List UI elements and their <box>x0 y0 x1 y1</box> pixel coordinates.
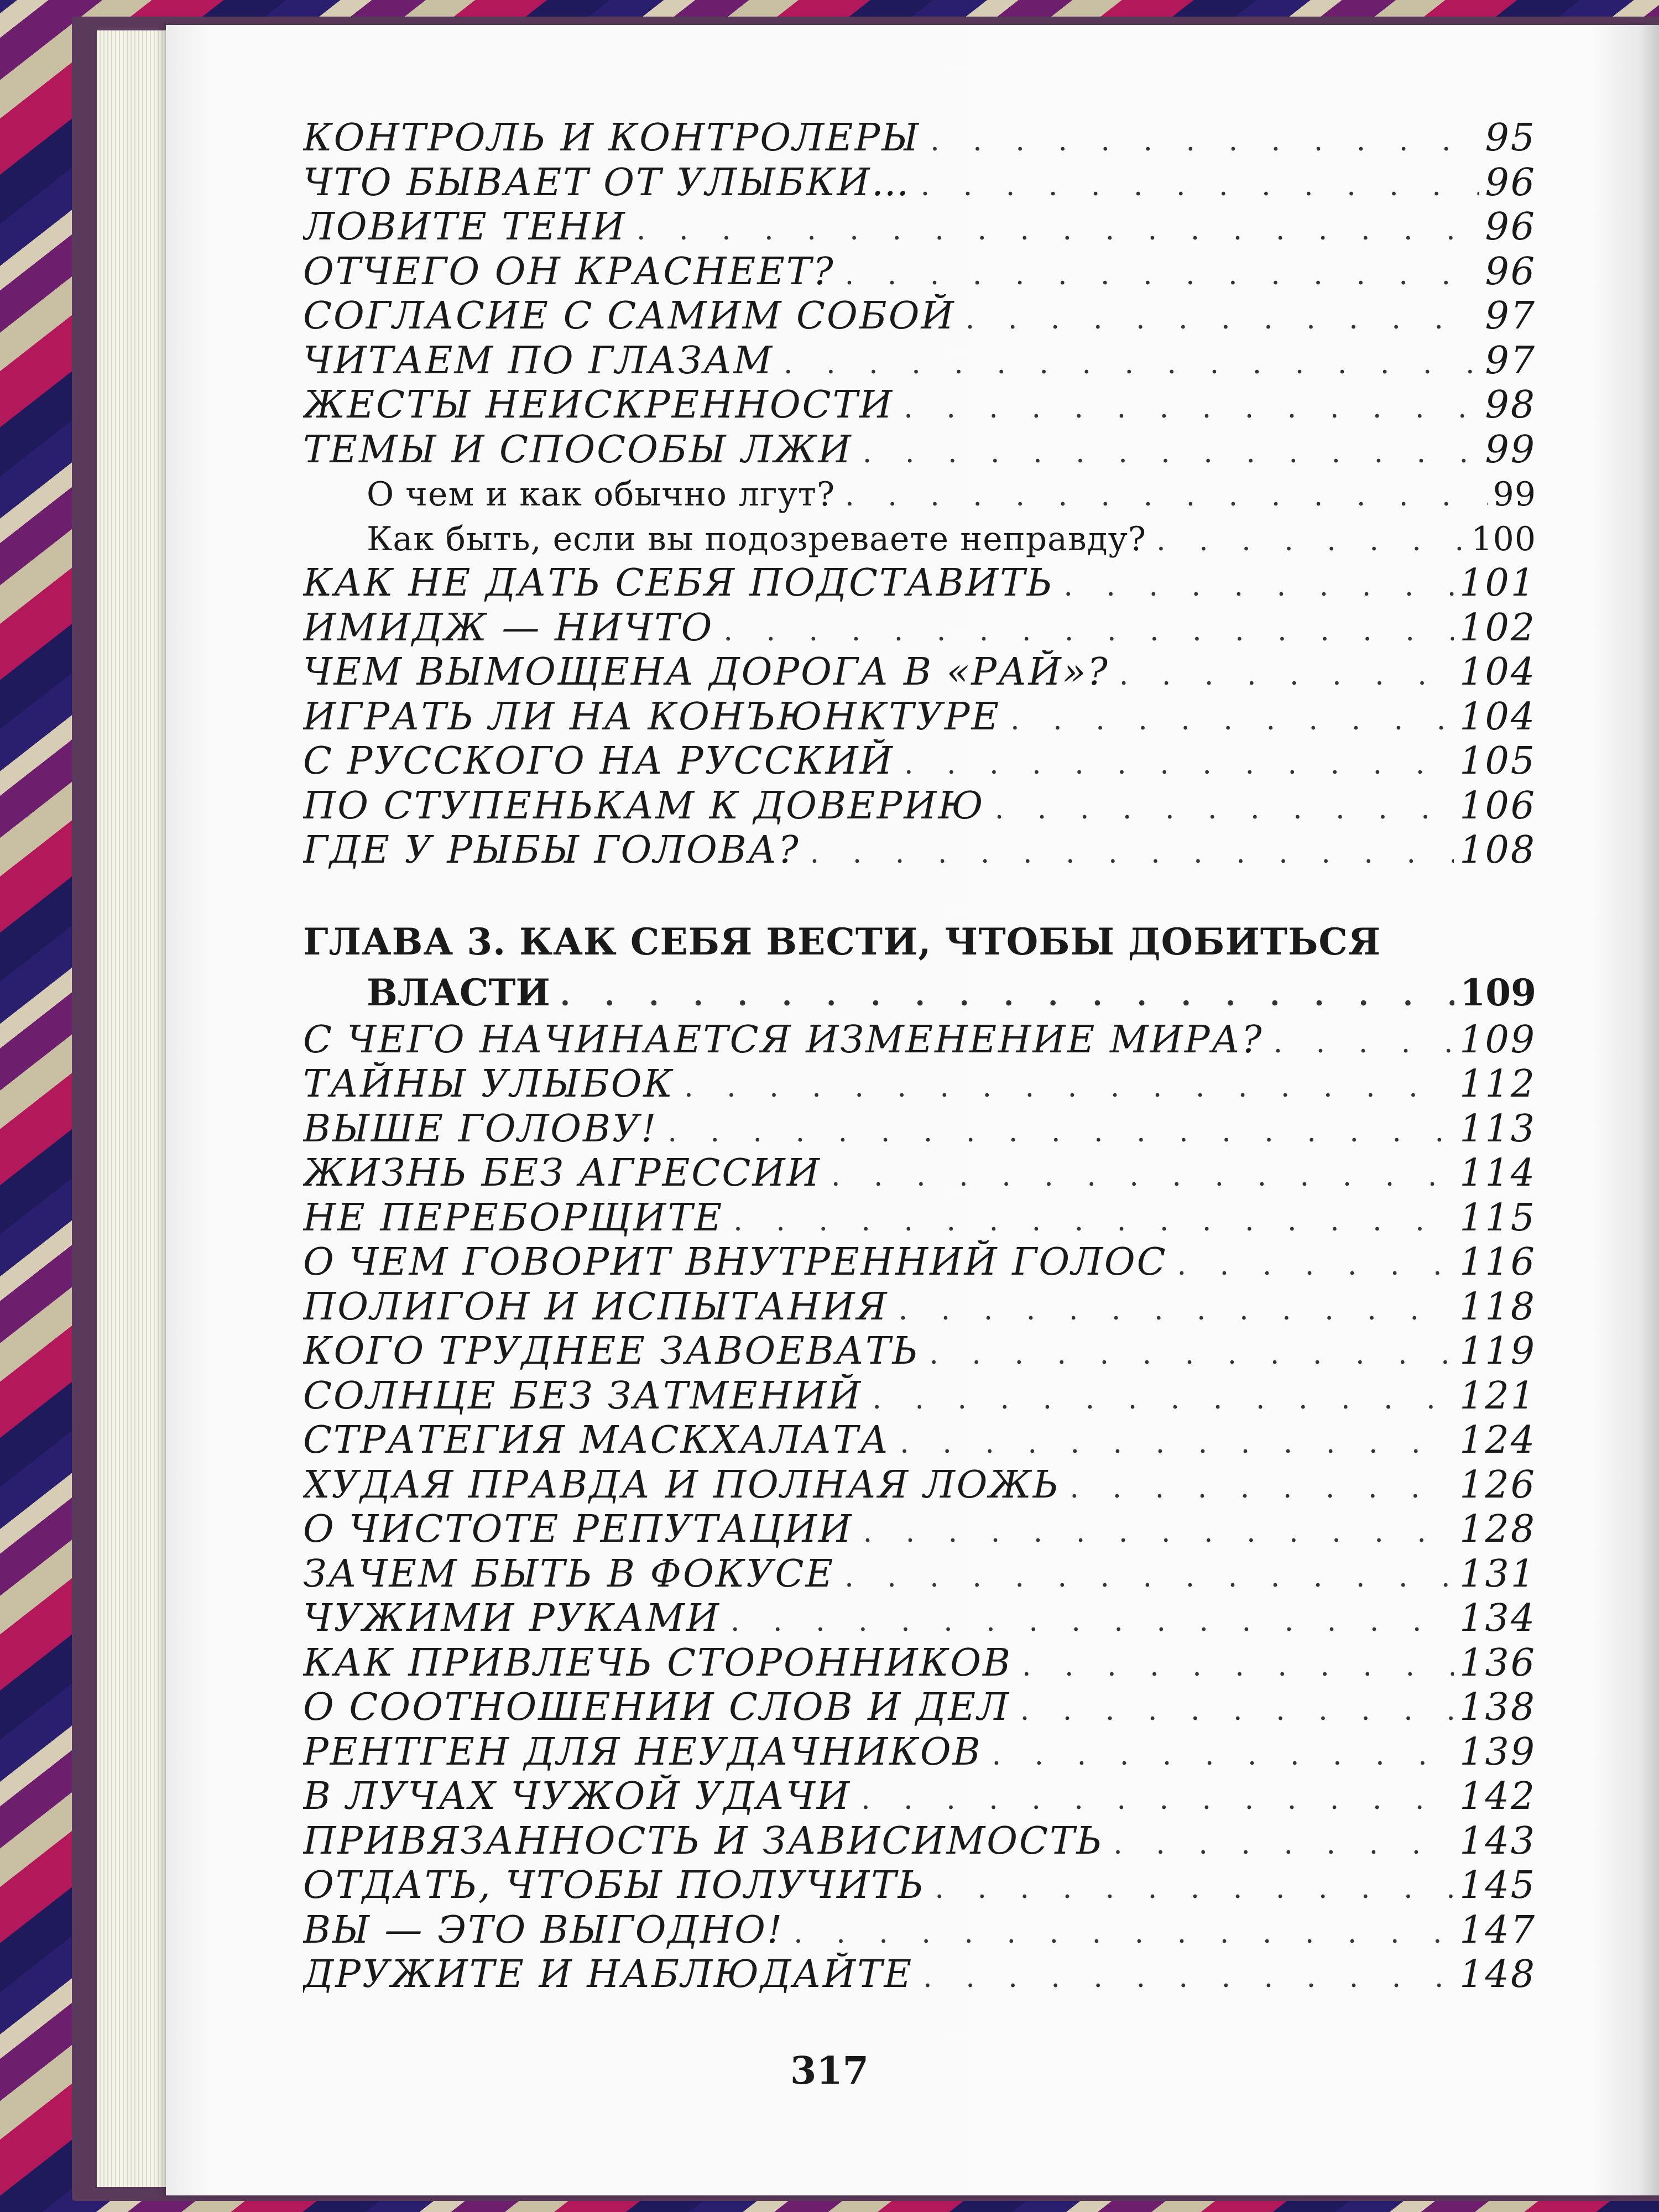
toc-entry[interactable] <box>303 1908 1536 1953</box>
toc-entry-title: ОТЧЕГО ОН КРАСНЕЕТ? <box>303 249 835 294</box>
leader-dots <box>1103 1822 1454 1864</box>
toc-entry-page: 105 <box>1459 739 1536 783</box>
toc-entry-page: 147 <box>1459 1908 1536 1952</box>
toc-entry[interactable] <box>303 250 1536 295</box>
leader-dots <box>723 1199 1454 1241</box>
toc-entry-title: КАК НЕ ДАТЬ СЕБЯ ПОДСТАВИТЬ <box>303 561 1054 605</box>
toc-entry-page: 96 <box>1485 160 1536 205</box>
toc-entry-title: ПОЛИГОН И ИСПЫТАНИЯ <box>303 1285 889 1329</box>
toc-entry-title: СОЛНЦЕ БЕЗ ЗАТМЕНИЙ <box>303 1374 863 1418</box>
toc-entry-page: 108 <box>1459 828 1536 872</box>
leader-dots <box>890 1421 1454 1463</box>
leader-dots <box>721 1599 1454 1641</box>
toc-entry-page: 96 <box>1485 249 1536 294</box>
leader-dots <box>894 386 1479 428</box>
leader-dots <box>550 971 1454 1018</box>
toc-entry-title: ЛОВИТЕ ТЕНИ <box>303 205 627 249</box>
leader-dots <box>956 297 1480 339</box>
toc-entry[interactable] <box>303 1062 1536 1107</box>
toc-entry[interactable] <box>303 1374 1536 1419</box>
leader-dots <box>784 1911 1454 1953</box>
leader-dots <box>658 1110 1454 1152</box>
toc-entry[interactable] <box>303 116 1536 161</box>
leader-dots <box>982 1733 1454 1775</box>
toc-entry[interactable] <box>303 1418 1536 1463</box>
leader-dots <box>853 1510 1454 1552</box>
toc-entry-page: 134 <box>1459 1597 1536 1640</box>
toc-entry[interactable] <box>303 294 1536 339</box>
toc-entry-title: ОТДАТЬ, ЧТОБЫ ПОЛУЧИТЬ <box>303 1864 925 1907</box>
leader-dots <box>1000 698 1454 740</box>
toc-entry-page: 96 <box>1485 205 1536 249</box>
toc-entry-title: ПРИВЯЗАННОСТЬ И ЗАВИСИМОСТЬ <box>303 1819 1104 1863</box>
chapter-heading-line2: ВЛАСТИ <box>367 971 550 1014</box>
toc-entry-page: 114 <box>1459 1151 1536 1195</box>
toc-entry-page: 98 <box>1485 383 1536 427</box>
toc-entry[interactable] <box>303 339 1536 384</box>
toc-entry[interactable] <box>303 1196 1536 1241</box>
chapter-page: 109 <box>1460 971 1536 1014</box>
toc-entry-page: 148 <box>1459 1953 1536 1996</box>
toc-entry-page: 115 <box>1459 1196 1536 1240</box>
toc-entry-page: 124 <box>1459 1418 1536 1462</box>
leader-dots <box>925 1866 1454 1908</box>
toc-entry-page: 128 <box>1459 1507 1536 1551</box>
leader-dots <box>920 119 1479 161</box>
toc-entry-page: 97 <box>1485 294 1536 338</box>
toc-entry-page: 139 <box>1459 1730 1536 1774</box>
toc-entry[interactable] <box>303 695 1536 740</box>
toc-subentry[interactable] <box>303 472 1536 517</box>
toc-entry[interactable] <box>303 1463 1536 1508</box>
toc-entry[interactable] <box>303 1775 1536 1819</box>
toc-entry[interactable] <box>303 205 1536 250</box>
toc-entry[interactable] <box>303 1329 1536 1374</box>
leader-dots <box>1012 1644 1454 1686</box>
toc-entry-title: ДРУЖИТЕ И НАБЛЮДАЙТЕ <box>303 1953 914 1996</box>
leader-dots <box>1109 653 1454 695</box>
page-number: 317 <box>790 2049 869 2093</box>
leader-dots <box>853 431 1480 473</box>
leader-dots <box>1167 1243 1454 1285</box>
toc-entry[interactable] <box>303 161 1536 206</box>
leader-dots <box>919 1332 1454 1374</box>
toc-entry-page: 118 <box>1459 1285 1536 1329</box>
leader-dots <box>1010 1688 1454 1730</box>
leader-dots <box>1060 1466 1454 1508</box>
toc-entry[interactable] <box>303 1864 1536 1908</box>
leader-dots <box>774 342 1479 384</box>
chapter-heading[interactable]: ГЛАВА 3. КАК СЕБЯ ВЕСТИ, ЧТОБЫ ДОБИТЬСЯ <box>303 920 1381 963</box>
leader-dots <box>674 1065 1454 1107</box>
toc-entry[interactable] <box>303 1285 1536 1330</box>
toc-entry-page: 116 <box>1459 1240 1536 1284</box>
toc-entry-page: 101 <box>1459 561 1536 605</box>
toc-entry-title: ВЫШЕ ГОЛОВУ! <box>303 1107 658 1151</box>
toc-entry-title: ЧИТАЕМ ПО ГЛАЗАМ <box>303 338 774 383</box>
toc-entry-page: 106 <box>1459 784 1536 828</box>
toc-entry-title: ТАЙНЫ УЛЫБОК <box>303 1062 675 1106</box>
toc-entry-title: ЧУЖИМИ РУКАМИ <box>303 1597 721 1640</box>
toc-entry[interactable] <box>303 1507 1536 1552</box>
toc-entry-page: 121 <box>1459 1374 1536 1418</box>
table-of-contents <box>303 116 1536 1997</box>
toc-entry[interactable] <box>303 428 1536 473</box>
leader-dots <box>913 1955 1454 1997</box>
toc-entry-page: 99 <box>1485 427 1536 472</box>
leader-dots <box>835 253 1480 295</box>
toc-entry-title: КАК ПРИВЛЕЧЬ СТОРОННИКОВ <box>303 1641 1012 1685</box>
toc-entry[interactable] <box>303 828 1536 873</box>
toc-entry-title: РЕНТГЕН ДЛЯ НЕУДАЧНИКОВ <box>303 1730 982 1774</box>
toc-entry-title: СОГЛАСИЕ С САМИМ СОБОЙ <box>303 294 956 338</box>
toc-entry-page: 119 <box>1459 1329 1536 1373</box>
toc-entry-page: 104 <box>1459 650 1536 694</box>
leader-dots <box>713 609 1454 651</box>
toc-entry-title: ТЕМЫ И СПОСОБЫ ЛЖИ <box>303 427 853 472</box>
toc-subentry-title: О чем и как обычно лгут? <box>367 475 836 514</box>
leader-dots <box>911 164 1480 206</box>
toc-entry[interactable] <box>303 1641 1536 1686</box>
toc-entry[interactable] <box>303 1018 1536 1063</box>
toc-chapter-entries <box>303 1018 1536 1997</box>
toc-subsections <box>303 472 1536 561</box>
toc-entry-title: ИГРАТЬ ЛИ НА КОНЪЮНКТУРЕ <box>303 695 1001 739</box>
leader-dots <box>985 787 1454 829</box>
toc-entry[interactable] <box>303 1240 1536 1285</box>
toc-entry-page: 126 <box>1459 1463 1536 1507</box>
toc-entry-title: ПО СТУПЕНЬКАМ К ДОВЕРИЮ <box>303 784 985 828</box>
leader-dots <box>627 208 1480 250</box>
leader-dots <box>1053 564 1454 606</box>
toc-entry-page: 145 <box>1459 1864 1536 1907</box>
toc-entry[interactable] <box>303 1686 1536 1730</box>
toc-entry-title: ХУДАЯ ПРАВДА И ПОЛНАЯ ЛОЖЬ <box>303 1463 1060 1507</box>
toc-entry-page: 113 <box>1459 1107 1536 1151</box>
toc-entry-page: 95 <box>1485 116 1536 160</box>
toc-entry[interactable] <box>303 561 1536 606</box>
toc-entry-page: 131 <box>1459 1552 1536 1596</box>
leader-dots <box>821 1154 1454 1196</box>
toc-subentry-page: 100 <box>1471 519 1536 559</box>
leader-dots <box>851 1777 1454 1819</box>
toc-entry-title: В ЛУЧАХ ЧУЖОЙ УДАЧИ <box>303 1775 852 1818</box>
toc-entry[interactable] <box>303 1151 1536 1196</box>
toc-entry-page: 97 <box>1485 338 1536 383</box>
toc-entry-page: 138 <box>1459 1686 1536 1729</box>
toc-entry-title: ЗАЧЕМ БЫТЬ В ФОКУСЕ <box>303 1552 835 1596</box>
toc-entry-page: 112 <box>1459 1062 1536 1106</box>
toc-entry-title: С РУССКОГО НА РУССКИЙ <box>303 739 894 783</box>
toc-entry-title: КОНТРОЛЬ И КОНТРОЛЕРЫ <box>303 116 921 160</box>
leader-dots <box>800 831 1454 873</box>
toc-entry-title: СТРАТЕГИЯ МАСКХАЛАТА <box>303 1418 890 1462</box>
toc-entry-title: О СООТНОШЕНИИ СЛОВ И ДЕЛ <box>303 1686 1010 1729</box>
toc-entry-title: ЧЕМ ВЫМОЩЕНА ДОРОГА В «РАЙ»? <box>303 650 1109 694</box>
toc-entry-title: ЖЕСТЫ НЕИСКРЕННОСТИ <box>303 383 894 427</box>
toc-entry-page: 104 <box>1459 695 1536 739</box>
toc-section-one <box>303 116 1536 472</box>
toc-entry-title: ИМИДЖ — НИЧТО <box>303 606 714 650</box>
leader-dots <box>862 1377 1454 1419</box>
toc-entry-title: ВЫ — ЭТО ВЫГОДНО! <box>303 1908 784 1952</box>
page-curl-shading <box>1593 25 1659 2195</box>
toc-entry-title: НЕ ПЕРЕБОРЩИТЕ <box>303 1196 724 1240</box>
toc-entry[interactable] <box>303 1597 1536 1641</box>
leader-dots <box>1264 1021 1454 1063</box>
toc-entry-title: С ЧЕГО НАЧИНАЕТСЯ ИЗМЕНЕНИЕ МИРА? <box>303 1018 1264 1062</box>
toc-entry[interactable] <box>303 1107 1536 1152</box>
toc-subentry-page: 99 <box>1493 475 1536 514</box>
toc-entry-page: 143 <box>1459 1819 1536 1863</box>
toc-entry-title: ЖИЗНЬ БЕЗ АГРЕССИИ <box>303 1151 821 1195</box>
toc-entry-title: О ЧЕМ ГОВОРИТ ВНУТРЕННИЙ ГОЛОС <box>303 1240 1167 1284</box>
toc-entry-page: 136 <box>1459 1641 1536 1685</box>
toc-entry[interactable] <box>303 1953 1536 1997</box>
leader-dots <box>1146 519 1465 562</box>
toc-entry-title: КОГО ТРУДНЕЕ ЗАВОЕВАТЬ <box>303 1329 920 1373</box>
toc-entry[interactable] <box>303 383 1536 428</box>
toc-section-two <box>303 561 1536 873</box>
toc-subentry[interactable] <box>303 517 1536 562</box>
leader-dots <box>894 742 1454 784</box>
toc-entry[interactable] <box>303 650 1536 695</box>
toc-entry[interactable] <box>303 606 1536 651</box>
toc-entry-page: 102 <box>1459 606 1536 650</box>
leader-dots <box>889 1288 1454 1330</box>
toc-subentry-title: Как быть, если вы подозреваете неправду? <box>367 519 1147 559</box>
toc-entry-title: О ЧИСТОТЕ РЕПУТАЦИИ <box>303 1507 853 1551</box>
toc-entry[interactable] <box>303 739 1536 784</box>
chapter-heading-continued[interactable] <box>303 967 1536 1018</box>
leader-dots <box>835 474 1487 517</box>
toc-entry-title: ЧТО БЫВАЕТ ОТ УЛЫБКИ… <box>303 160 911 205</box>
toc-entry-page: 142 <box>1459 1775 1536 1818</box>
toc-entry[interactable] <box>303 784 1536 829</box>
leader-dots <box>834 1555 1454 1597</box>
toc-entry[interactable] <box>303 1730 1536 1775</box>
toc-entry[interactable] <box>303 1819 1536 1864</box>
toc-entry[interactable] <box>303 1552 1536 1597</box>
toc-entry-page: 109 <box>1459 1018 1536 1062</box>
toc-entry-title: ГДЕ У РЫБЫ ГОЛОВА? <box>303 828 800 872</box>
